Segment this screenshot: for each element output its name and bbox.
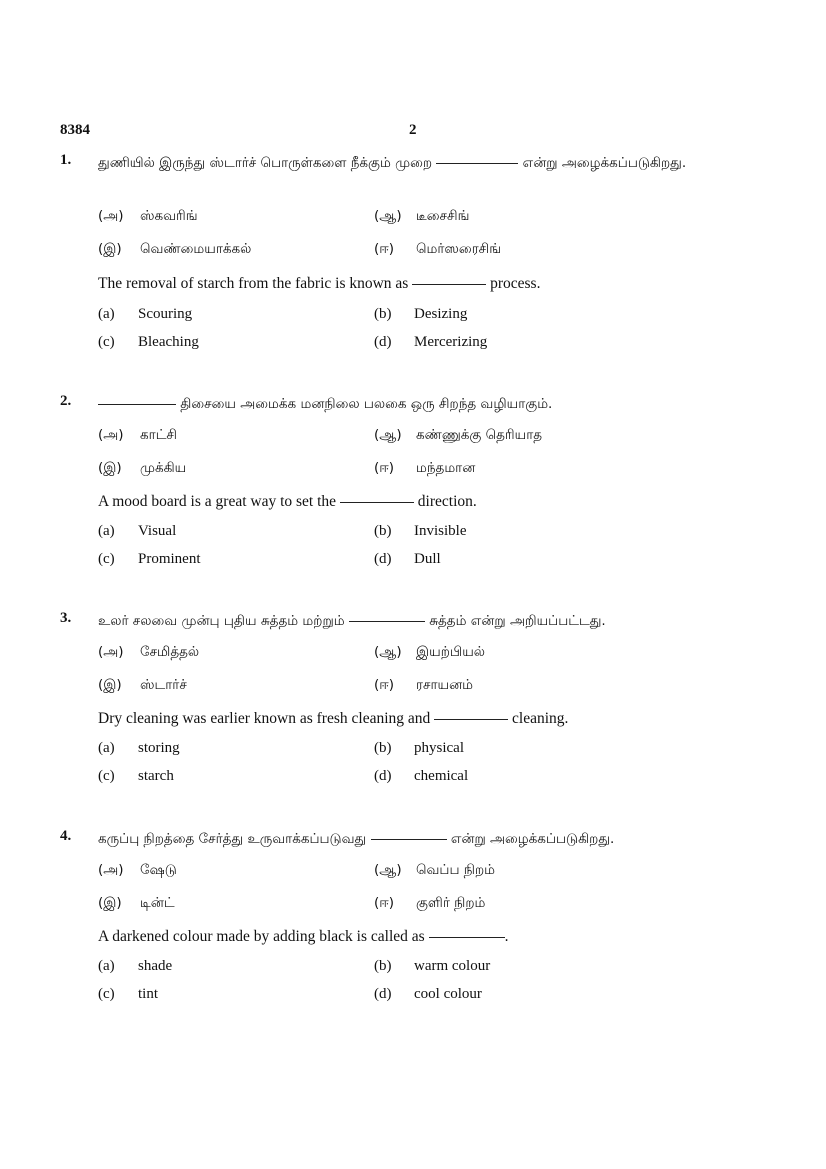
- english-option-d: (d) cool colour: [374, 986, 482, 1002]
- tamil-option-a: (அ) ஷேடு: [98, 862, 177, 878]
- tamil-option-b: (ஆ) கண்ணுக்கு தெரியாத: [374, 427, 543, 443]
- tamil-option-c: (இ) முக்கிய: [98, 460, 187, 476]
- tamil-option-a: (அ) சேமித்தல்: [98, 644, 200, 660]
- tamil-option-b: (ஆ) இயற்பியல்: [374, 644, 485, 660]
- question-english-text: The removal of starch from the fabric is known as process.: [98, 275, 541, 292]
- question-tamil-text: கருப்பு நிறத்தை சேர்த்து உருவாக்கப்படுவது என்று அழைக்கப்படுகிறது.: [98, 831, 615, 847]
- tamil-option-c: (இ) வெண்மையாக்கல்: [98, 241, 252, 257]
- question-tamil-text: துணியில் இருந்து ஸ்டார்ச் பொருள்களை நீக்கும் முறை என்று அழைக்கப்படுகிறது.: [98, 155, 687, 171]
- paper-code: 8384: [60, 122, 90, 138]
- question-number: 2.: [60, 393, 72, 409]
- question-tamil-text: உலர் சலவை முன்பு புதிய சுத்தம் மற்றும் சுத்தம் என்று அறியப்பட்டது.: [98, 613, 606, 629]
- tamil-option-a: (அ) காட்சி: [98, 427, 178, 443]
- tamil-option-d: (ஈ) மெர்ஸரைசிங்: [374, 241, 502, 257]
- english-option-c: (c) Bleaching: [98, 334, 199, 350]
- english-option-a: (a) storing: [98, 740, 180, 756]
- english-option-b: (b) warm colour: [374, 958, 491, 974]
- tamil-option-a: (அ) ஸ்கவரிங்: [98, 208, 198, 224]
- tamil-option-c: (இ) டின்ட்: [98, 895, 175, 911]
- question-number: 1.: [60, 152, 72, 168]
- english-option-d: (d) Mercerizing: [374, 334, 488, 350]
- english-option-c: (c) tint: [98, 986, 159, 1002]
- question-tamil-text: திசையை அமைக்க மனநிலை பலகை ஒரு சிறந்த வழியாகும்.: [98, 393, 728, 416]
- english-option-a: (a) Scouring: [98, 306, 193, 322]
- tamil-option-b: (ஆ) வெப்ப நிறம்: [374, 862, 496, 878]
- english-option-b: (b) Desizing: [374, 306, 468, 322]
- english-option-c: (c) Prominent: [98, 551, 201, 567]
- question-english-text: A darkened colour made by adding black is called as .: [98, 928, 509, 945]
- english-option-b: (b) Invisible: [374, 523, 467, 539]
- english-option-a: (a) Visual: [98, 523, 177, 539]
- tamil-option-b: (ஆ) டீசைசிங்: [374, 208, 470, 224]
- english-option-b: (b) physical: [374, 740, 464, 756]
- english-option-d: (d) chemical: [374, 768, 469, 784]
- question-number: 3.: [60, 610, 72, 626]
- tamil-option-d: (ஈ) மந்தமான: [374, 460, 476, 476]
- tamil-option-d: (ஈ) ரசாயனம்: [374, 677, 474, 693]
- question-number: 4.: [60, 828, 72, 844]
- english-option-c: (c) starch: [98, 768, 174, 784]
- page-number: 2: [409, 122, 417, 138]
- question-english-text: A mood board is a great way to set the direction.: [98, 493, 477, 510]
- english-option-d: (d) Dull: [374, 551, 441, 567]
- question-english-text: Dry cleaning was earlier known as fresh cleaning and cleaning.: [98, 710, 569, 727]
- english-option-a: (a) shade: [98, 958, 173, 974]
- tamil-option-d: (ஈ) குளிர் நிறம்: [374, 895, 486, 911]
- tamil-option-c: (இ) ஸ்டார்ச்: [98, 677, 187, 693]
